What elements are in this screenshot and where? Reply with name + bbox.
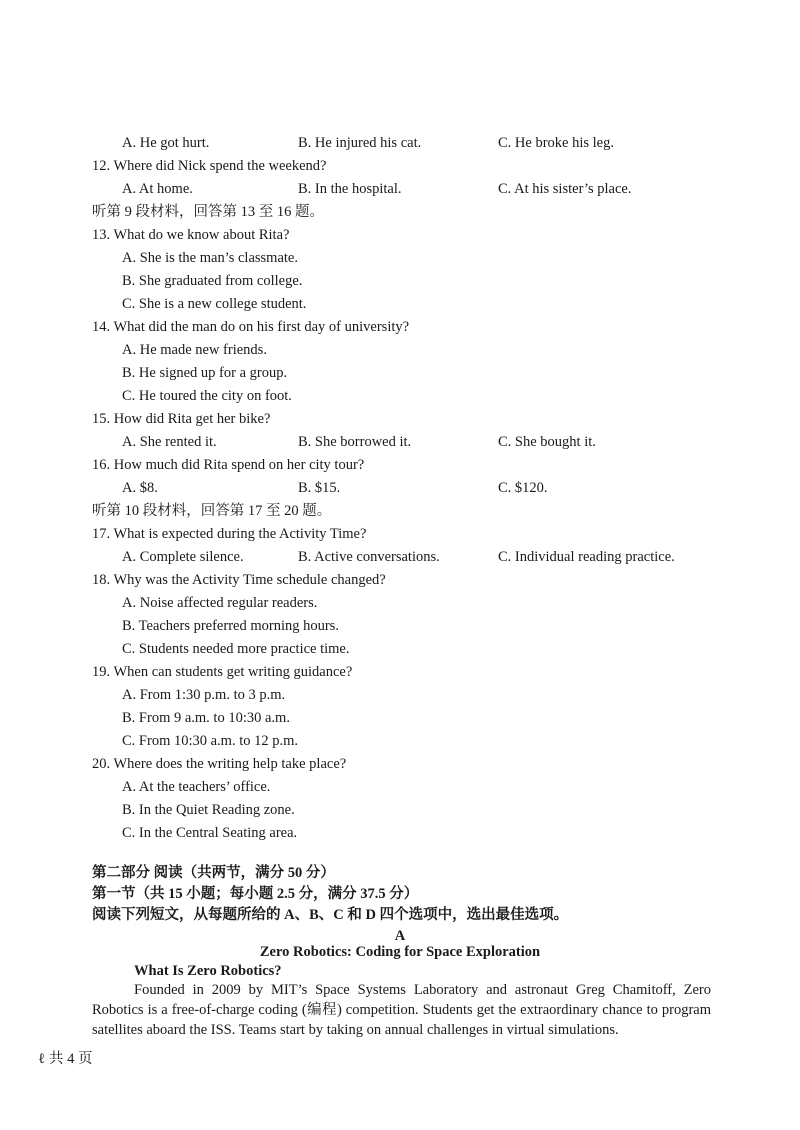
q18-option-b: B. Teachers preferred morning hours. — [122, 618, 339, 634]
q13-option-b: B. She graduated from college. — [122, 273, 303, 289]
q14-option-b: B. He signed up for a group. — [122, 365, 288, 381]
q19-option-a: A. From 1:30 p.m. to 3 p.m. — [122, 687, 286, 703]
q20-stem: 20. Where does the writing help take place? — [92, 756, 347, 772]
q19-option-c: C. From 10:30 a.m. to 12 p.m. — [122, 733, 299, 749]
q16-stem: 16. How much did Rita spend on her city tour? — [92, 457, 365, 473]
q11-option-b: B. He injured his cat. — [298, 135, 422, 151]
q19-stem: 19. When can students get writing guidance? — [92, 664, 353, 680]
q11-option-a: A. He got hurt. — [122, 135, 210, 151]
passage-paragraph — [92, 980, 711, 1040]
q15-option-c: C. She bought it. — [498, 434, 596, 450]
q20-option-a: A. At the teachers’ office. — [122, 779, 271, 795]
page-count: 共 4 页 — [48, 1051, 93, 1067]
q18-option-c: C. Students needed more practice time. — [122, 641, 350, 657]
q17-option-c: C. Individual reading practice. — [498, 549, 675, 565]
q15-stem: 15. How did Rita get her bike? — [92, 411, 271, 427]
q13-stem: 13. What do we know about Rita? — [92, 227, 290, 243]
q18-stem: 18. Why was the Activity Time schedule changed? — [92, 572, 386, 588]
q14-option-c: C. He toured the city on foot. — [122, 388, 292, 404]
q16-option-a: A. $8. — [122, 480, 158, 496]
q14-stem: 14. What did the man do on his first day of university? — [92, 319, 410, 335]
q17-stem: 17. What is expected during the Activity Time? — [92, 526, 367, 542]
passage-title: Zero Robotics: Coding for Space Exploration — [259, 944, 541, 960]
q19-option-b: B. From 9 a.m. to 10:30 a.m. — [122, 710, 290, 726]
q17-option-b: B. Active conversations. — [298, 549, 440, 565]
q12-option-a: A. At home. — [122, 181, 193, 197]
passage-letter: A — [394, 928, 406, 944]
section-9-instruction: 听第 9 段材料，回答第 13 至 16 题。 — [92, 204, 324, 220]
q11-option-c: C. He broke his leg. — [498, 135, 614, 151]
q14-option-a: A. He made new friends. — [122, 342, 267, 358]
q15-option-a: A. She rented it. — [122, 434, 217, 450]
q12-option-b: B. In the hospital. — [298, 181, 402, 197]
footer-mark: ℓ — [38, 1051, 45, 1067]
q18-option-a: A. Noise affected regular readers. — [122, 595, 318, 611]
q15-option-b: B. She borrowed it. — [298, 434, 412, 450]
q16-option-c: C. $120. — [498, 480, 548, 496]
part-2-heading: 第二部分 阅读（共两节，满分 50 分） — [92, 865, 335, 881]
page-footer — [38, 1047, 92, 1068]
part-2-instruction: 阅读下列短文，从每题所给的 A、B、C 和 D 四个选项中，选出最佳选项。 — [92, 907, 569, 923]
q12-option-c: C. At his sister’s place. — [498, 181, 632, 197]
part-2-section-1-heading: 第一节（共 15 小题；每小题 2.5 分，满分 37.5 分） — [92, 886, 419, 902]
q12-stem: 12. Where did Nick spend the weekend? — [92, 158, 327, 174]
passage-body-text: Founded in 2009 by MIT’s Space Systems Laboratory and astronaut Greg Chamitoff, Zero Robotics is a free-of-charge coding (编程) competition. Students get the extraordinary chance to program satellites aboard the ISS. Teams start by taking on annual challenges in virtual simulations. — [92, 982, 711, 1038]
q13-option-a: A. She is the man’s classmate. — [122, 250, 298, 266]
q16-option-b: B. $15. — [298, 480, 341, 496]
section-10-instruction: 听第 10 段材料，回答第 17 至 20 题。 — [92, 503, 332, 519]
q17-option-a: A. Complete silence. — [122, 549, 244, 565]
q20-option-c: C. In the Central Seating area. — [122, 825, 298, 841]
q13-option-c: C. She is a new college student. — [122, 296, 307, 312]
q20-option-b: B. In the Quiet Reading zone. — [122, 802, 295, 818]
passage-subtitle: What Is Zero Robotics? — [134, 963, 282, 979]
